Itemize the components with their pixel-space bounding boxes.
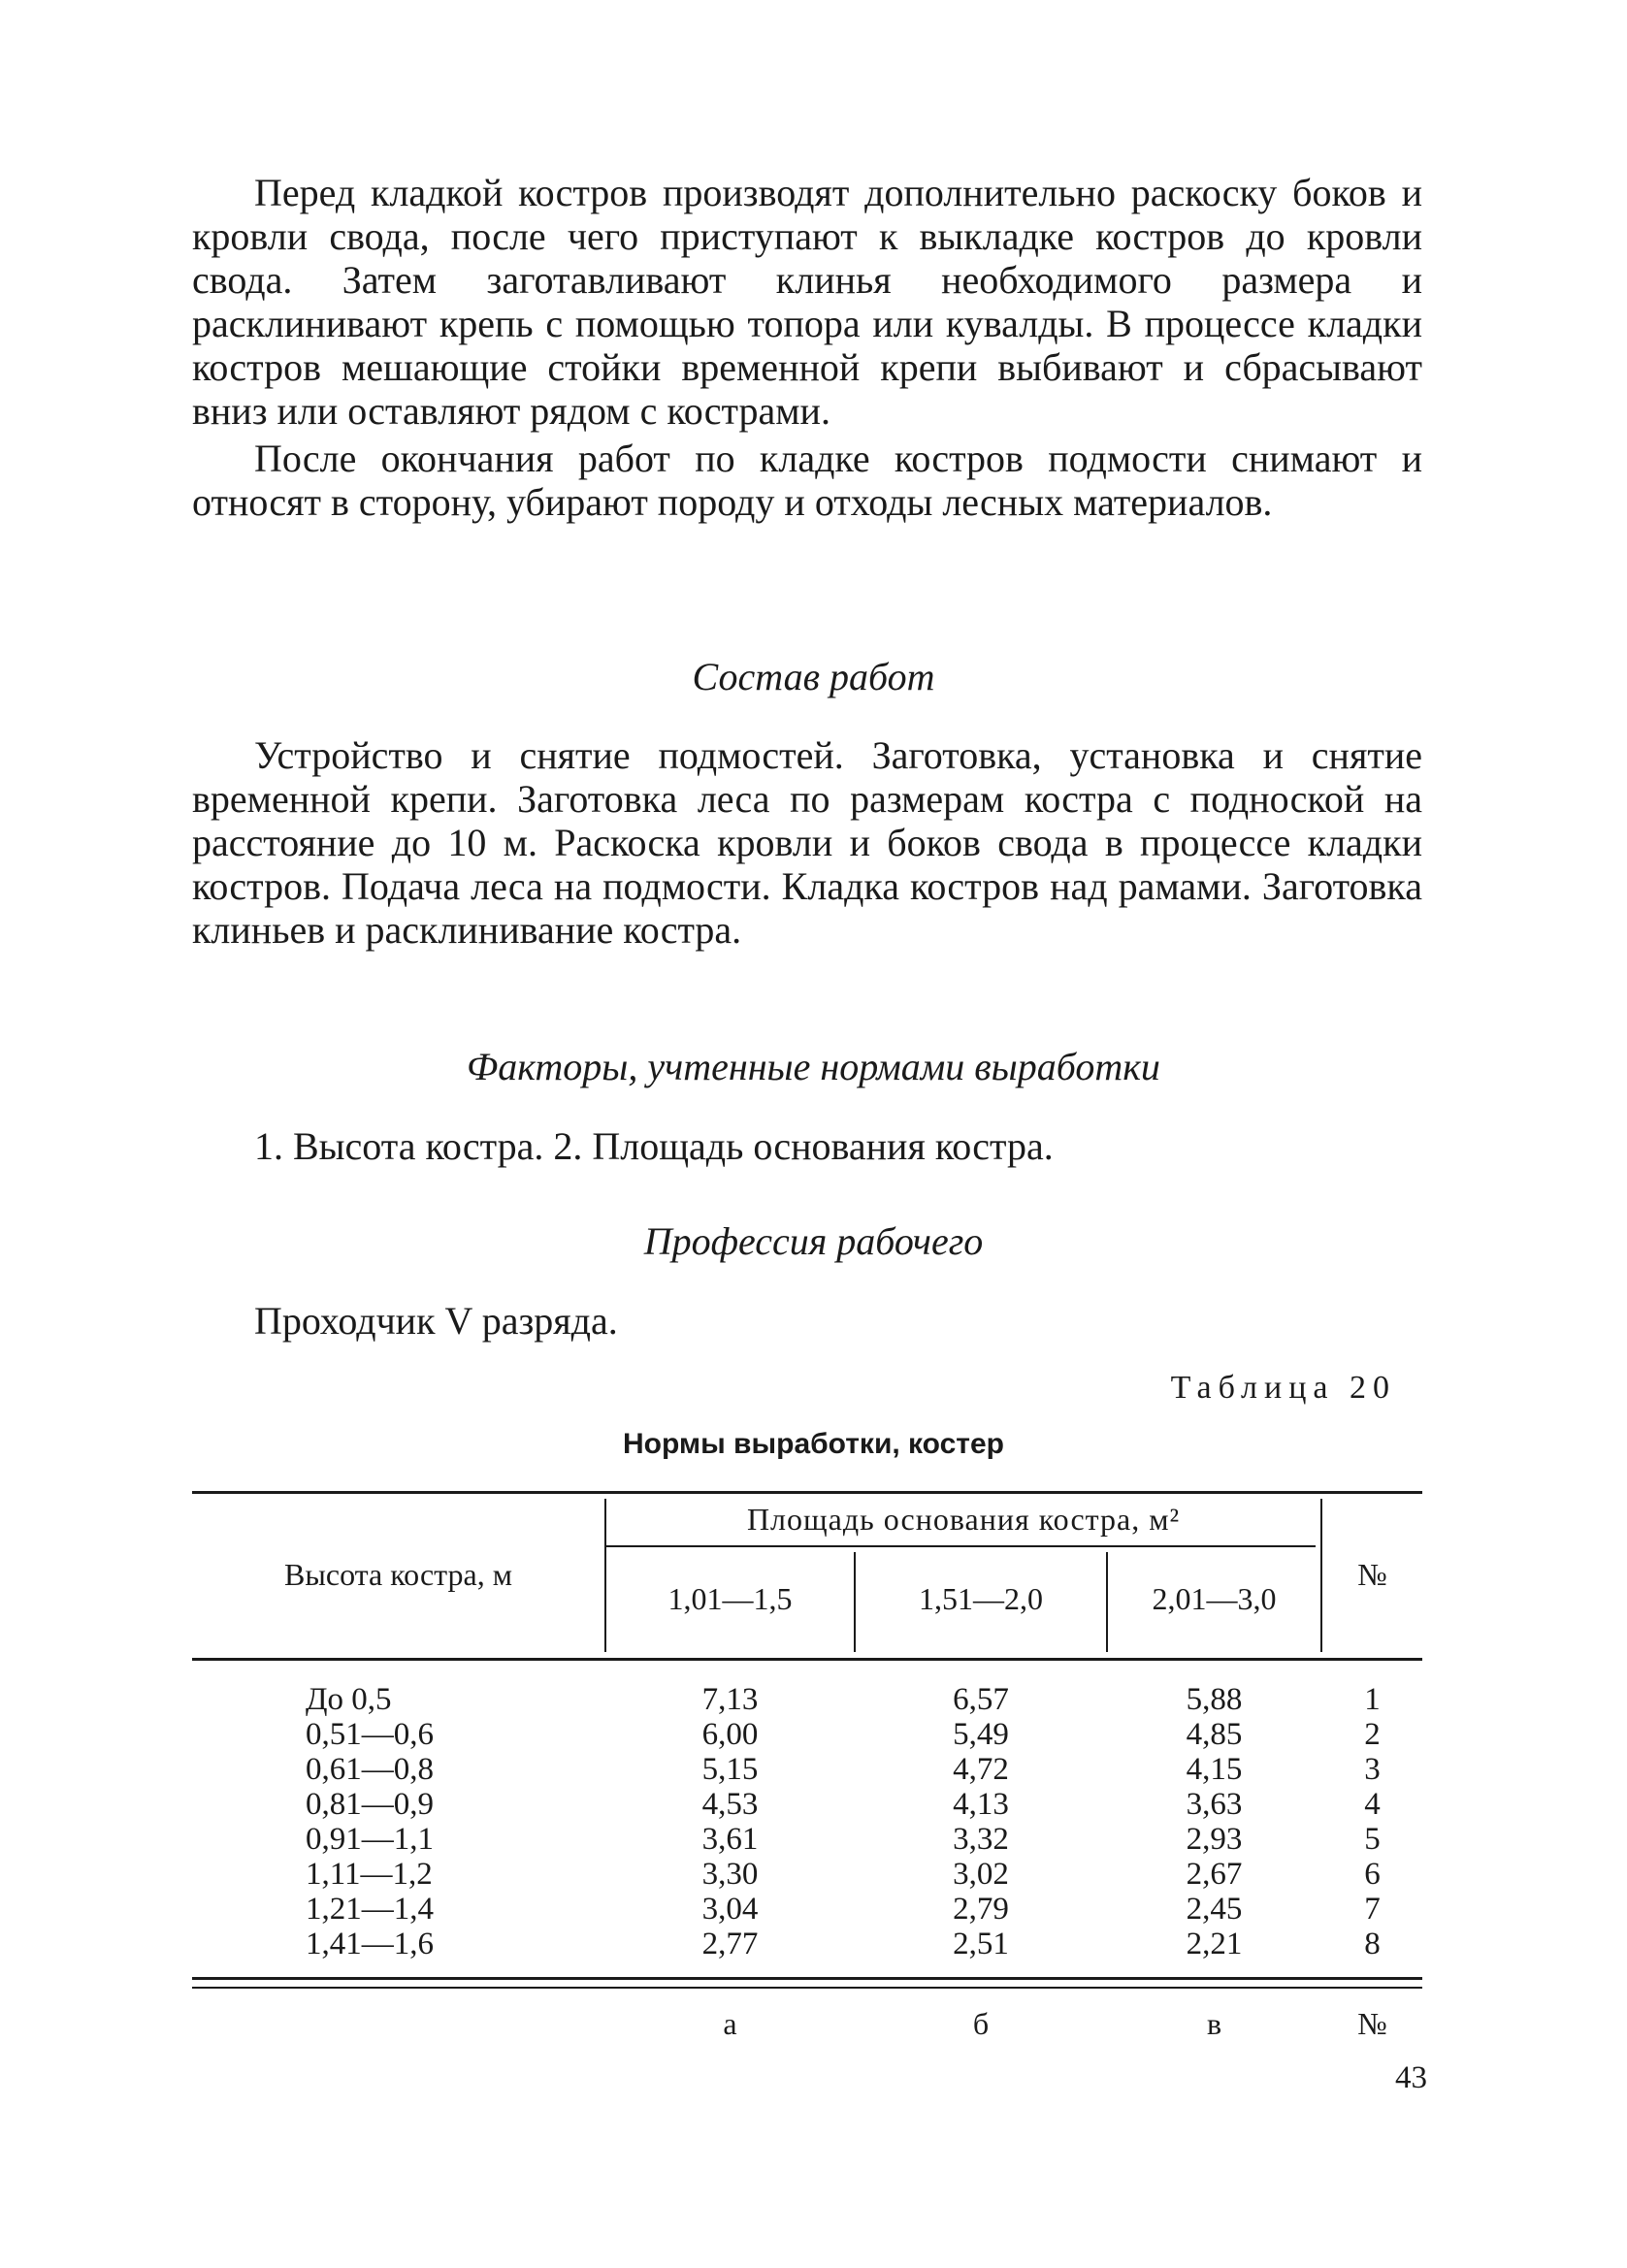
sostav-block bbox=[192, 733, 1422, 952]
value-cell: 2,45 bbox=[1186, 1892, 1243, 1927]
value-cell: 2,77 bbox=[701, 1927, 759, 1961]
table-bottom-rule-inner bbox=[192, 1987, 1422, 1989]
row-number-cell: 8 bbox=[1364, 1927, 1381, 1961]
row-number-cell: 2 bbox=[1364, 1717, 1381, 1752]
row-number-column bbox=[1322, 1682, 1422, 1961]
intro-text bbox=[192, 171, 1422, 524]
profession-text: Проходчик V разряда. bbox=[254, 1299, 618, 1343]
row-number-cell: 3 bbox=[1364, 1752, 1381, 1787]
value-cell: 2,93 bbox=[1186, 1822, 1243, 1857]
column-b-values bbox=[856, 1682, 1106, 1961]
column-c-values bbox=[1108, 1682, 1320, 1961]
value-cell: 3,02 bbox=[953, 1857, 1009, 1892]
column-header-c: 2,01—3,0 bbox=[1152, 1581, 1277, 1616]
value-cell: 4,15 bbox=[1186, 1752, 1243, 1787]
group-header-rule bbox=[606, 1545, 1316, 1547]
value-cell: 2,51 bbox=[953, 1927, 1009, 1961]
column-a-values bbox=[606, 1682, 854, 1961]
factors-text: 1. Высота костра. 2. Площадь основания костра. bbox=[254, 1124, 1054, 1168]
height-cell: 1,21—1,4 bbox=[306, 1892, 434, 1927]
height-cell: 1,11—1,2 bbox=[306, 1857, 433, 1892]
table-bottom-rule bbox=[192, 1977, 1422, 1980]
table-number: Таблица 20 bbox=[1170, 1370, 1396, 1406]
paragraph-2: После окончания работ по кладке костров подмости снимают и относят в сторону, убирают породу и отходы лесных материалов. bbox=[192, 437, 1422, 524]
value-cell: 4,85 bbox=[1186, 1717, 1243, 1752]
height-cell: До 0,5 bbox=[306, 1682, 392, 1717]
height-cell: 1,41—1,6 bbox=[306, 1927, 434, 1961]
table-caption: Нормы выработки, костер bbox=[622, 1428, 1004, 1460]
footer-label-c: в bbox=[1206, 2006, 1222, 2041]
row-header: Высота костра, м bbox=[284, 1557, 512, 1592]
factors-heading: Факторы, учтенные нормами выработки bbox=[467, 1045, 1160, 1088]
value-cell: 4,53 bbox=[701, 1787, 759, 1822]
value-cell: 5,15 bbox=[701, 1752, 759, 1787]
heights-column bbox=[306, 1682, 434, 1961]
height-cell: 0,91—1,1 bbox=[306, 1822, 434, 1857]
value-cell: 3,61 bbox=[701, 1822, 759, 1857]
height-cell: 0,81—0,9 bbox=[306, 1787, 434, 1822]
row-number-cell: 7 bbox=[1364, 1892, 1381, 1927]
height-cell: 0,61—0,8 bbox=[306, 1752, 434, 1787]
value-cell: 2,67 bbox=[1186, 1857, 1243, 1892]
sostav-text: Устройство и снятие подмостей. Заготовка, установка и снятие временной крепи. Заготовка леса по размерам костра с подноской на расстояние до 10 м. Раскоска кровли и боков свода в процессе кладки костров. Подача леса на подмости. Кладка костров над рамами. Заготовка клиньев и расклинивание костра. bbox=[192, 733, 1422, 952]
value-cell: 3,63 bbox=[1186, 1787, 1243, 1822]
value-cell: 2,21 bbox=[1186, 1927, 1243, 1961]
value-cell: 5,49 bbox=[953, 1717, 1009, 1752]
value-cell: 4,72 bbox=[953, 1752, 1009, 1787]
group-header: Площадь основания костра, м² bbox=[746, 1502, 1181, 1537]
sostav-heading: Состав работ bbox=[692, 655, 935, 698]
footer-label-a: а bbox=[723, 2006, 737, 2041]
page-number: 43 bbox=[1395, 2060, 1427, 2095]
value-cell: 4,13 bbox=[953, 1787, 1009, 1822]
height-cell: 0,51—0,6 bbox=[306, 1717, 434, 1752]
row-number-cell: 4 bbox=[1364, 1787, 1381, 1822]
value-cell: 7,13 bbox=[701, 1682, 759, 1717]
footer-label-number: № bbox=[1357, 2006, 1387, 2041]
value-cell: 3,30 bbox=[701, 1857, 759, 1892]
value-cell: 6,57 bbox=[953, 1682, 1009, 1717]
value-cell: 3,32 bbox=[953, 1822, 1009, 1857]
column-header-a: 1,01—1,5 bbox=[667, 1581, 793, 1616]
value-cell: 6,00 bbox=[701, 1717, 759, 1752]
value-cell: 5,88 bbox=[1186, 1682, 1243, 1717]
table-top-rule bbox=[192, 1491, 1422, 1494]
value-cell: 3,04 bbox=[701, 1892, 759, 1927]
footer-label-b: б bbox=[972, 2006, 990, 2041]
row-number-cell: 1 bbox=[1364, 1682, 1381, 1717]
column-header-b: 1,51—2,0 bbox=[919, 1581, 1043, 1616]
paragraph-1: Перед кладкой костров производят дополнительно раскоску боков и кровли свода, после чего приступают к выкладке костров до кровли свода. Затем заготавливают клинья необходимого размера и расклинивают крепь с помощью топора или кувалды. В процессе кладки костров мешающие стойки временной крепи выбивают и сбрасывают вниз или оставляют рядом с кострами. bbox=[192, 171, 1422, 433]
row-number-cell: 6 bbox=[1364, 1857, 1381, 1892]
value-cell: 2,79 bbox=[953, 1892, 1009, 1927]
number-header: № bbox=[1357, 1557, 1387, 1592]
row-number-cell: 5 bbox=[1364, 1822, 1381, 1857]
profession-heading: Профессия рабочего bbox=[643, 1219, 984, 1263]
table-header-rule bbox=[192, 1658, 1422, 1661]
